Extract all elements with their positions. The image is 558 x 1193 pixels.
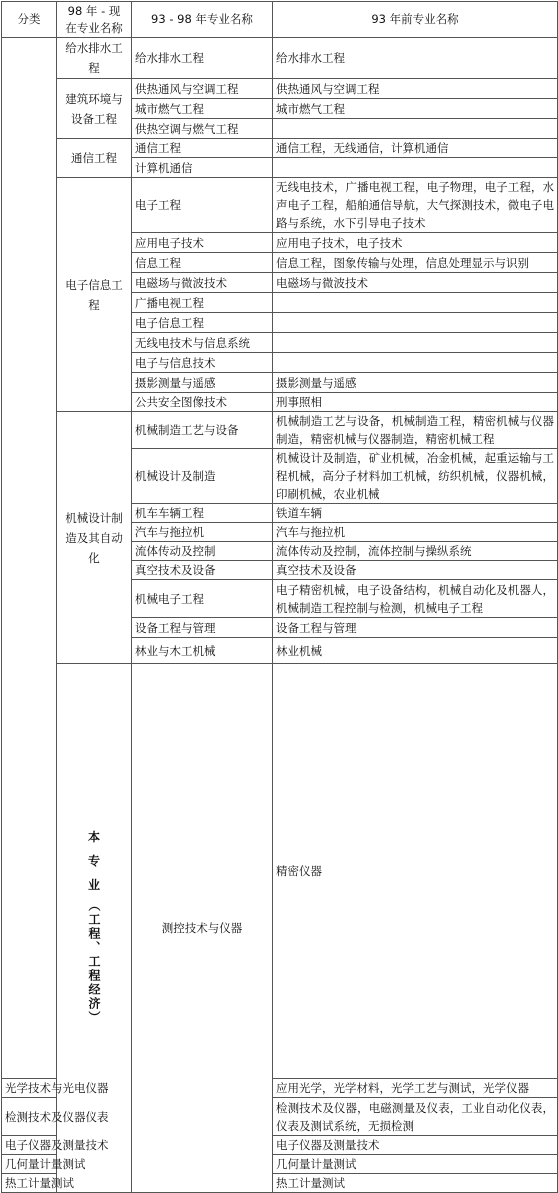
name-93-98: 几何量计量测试 <box>2 1155 57 1174</box>
name-93-98: 给水排水工程 <box>132 38 273 79</box>
name-93-98: 电磁场与微波技术 <box>132 273 273 293</box>
name-pre93: 无线电技术，广播电视工程，电子物理，电子工程，水声电子工程，船舶通信导航，大气探测技术，微电子电路与系统，水下引导电子技术 <box>273 178 558 233</box>
name-pre93: 铁道车辆 <box>273 504 558 523</box>
name-93-98: 机械设计及制造 <box>132 449 273 504</box>
group-label: 电子信息工程 <box>57 178 132 412</box>
header-row <box>2 2 558 38</box>
name-pre93: 通信工程，无线通信，计算机通信 <box>273 139 558 158</box>
name-pre93: 给水排水工程 <box>273 38 558 79</box>
name-pre93: 林业机械 <box>273 638 558 664</box>
group-label: 给水排水工程 <box>57 38 132 79</box>
header-93-98-name: 93 - 98 年专业名称 <box>132 2 273 38</box>
table-row <box>2 664 558 1079</box>
name-pre93: 供热通风与空调工程 <box>273 79 558 99</box>
table-row <box>2 38 558 79</box>
name-pre93 <box>273 119 558 139</box>
name-93-98: 热工计量测试 <box>2 1174 57 1193</box>
name-93-98: 通信工程 <box>132 139 273 158</box>
name-93-98: 城市燃气工程 <box>132 99 273 119</box>
name-pre93: 机械设计及制造，矿业机械，冶金机械，起重运输与工程机械，高分子材料加工机械，纺织机械，仪器机械，印刷机械，农业机械 <box>273 449 558 504</box>
table-row <box>2 412 558 449</box>
name-93-98: 计算机通信 <box>132 158 273 178</box>
header-current-line2: 在专业名称 <box>65 20 123 35</box>
table-row <box>2 1155 558 1174</box>
name-93-98: 无线电技术与信息系统 <box>132 333 273 353</box>
name-93-98: 广播电视工程 <box>132 293 273 313</box>
name-pre93: 真空技术及设备 <box>273 561 558 580</box>
group-label: 机械设计制造及其自动化 <box>57 412 132 664</box>
name-pre93: 检测技术及仪器，电磁测量及仪表，工业自动化仪表，仪表及测试系统，无损检测 <box>273 1098 558 1136</box>
table-row <box>2 1136 558 1155</box>
name-pre93: 摄影测量与遥感 <box>273 373 558 393</box>
header-category: 分类 <box>2 2 57 38</box>
header-current-name <box>57 2 132 38</box>
name-93-98: 电子工程 <box>132 178 273 233</box>
group-label: 通信工程 <box>57 139 132 178</box>
name-93-98: 汽车与拖拉机 <box>132 523 273 542</box>
name-pre93 <box>273 333 558 353</box>
group-label: 建筑环境与设备工程 <box>57 79 132 139</box>
name-93-98: 供热通风与空调工程 <box>132 79 273 99</box>
name-93-98: 光学技术与光电仪器 <box>2 1079 57 1098</box>
name-93-98: 供热空调与燃气工程 <box>132 119 273 139</box>
name-93-98: 信息工程 <box>132 253 273 273</box>
name-pre93: 信息工程，图象传输与处理，信息处理显示与识别 <box>273 253 558 273</box>
table-row <box>2 178 558 233</box>
name-93-98: 公共安全图像技术 <box>132 393 273 412</box>
name-93-98: 林业与木工机械 <box>132 638 273 664</box>
group-label: 测控技术与仪器 <box>132 664 273 1193</box>
name-pre93: 汽车与拖拉机 <box>273 523 558 542</box>
name-pre93: 几何量计量测试 <box>273 1155 558 1174</box>
table-row <box>2 79 558 99</box>
name-93-98: 电子信息工程 <box>132 313 273 333</box>
name-pre93: 机械制造工艺与设备，机械制造工程，精密机械与仪器制造，精密机械与仪器制造，精密机械工程 <box>273 412 558 449</box>
category-blank-cell <box>2 38 57 1079</box>
header-current-line1: 98 年 - 现 <box>67 3 121 18</box>
name-93-98: 流体传动及控制 <box>132 542 273 561</box>
name-pre93: 电磁场与微波技术 <box>273 273 558 293</box>
table-row <box>2 139 558 158</box>
name-93-98: 电子与信息技术 <box>132 353 273 373</box>
name-pre93: 电子仪器及测量技术 <box>273 1136 558 1155</box>
table-row <box>2 1079 558 1098</box>
name-93-98: 真空技术及设备 <box>132 561 273 580</box>
name-pre93 <box>273 353 558 373</box>
name-93-98: 应用电子技术 <box>132 233 273 253</box>
name-93-98: 电子仪器及测量技术 <box>2 1136 57 1155</box>
name-93-98: 设备工程与管理 <box>132 618 273 638</box>
name-pre93: 热工计量测试 <box>273 1174 558 1193</box>
name-pre93 <box>273 293 558 313</box>
category-label-side: （工程、工程经济） <box>87 898 101 1025</box>
name-93-98: 摄影测量与遥感 <box>132 373 273 393</box>
name-93-98: 检测技术及仪器仪表 <box>2 1098 57 1136</box>
major-mapping-table <box>1 1 558 1193</box>
name-pre93: 应用电子技术，电子技术 <box>273 233 558 253</box>
name-93-98: 机械制造工艺与设备 <box>132 412 273 449</box>
name-pre93: 电子精密机械，电子设备结构，机械自动化及机器人，机械制造工程控制与检测，机械电子工程 <box>273 580 558 618</box>
name-pre93 <box>273 158 558 178</box>
header-pre93-name: 93 年前专业名称 <box>273 2 558 38</box>
category-label-top: 本 专 业 <box>87 829 100 892</box>
name-93-98: 机车车辆工程 <box>132 504 273 523</box>
name-pre93: 设备工程与管理 <box>273 618 558 638</box>
name-93-98: 精密仪器 <box>273 664 558 1079</box>
name-pre93: 流体传动及控制，流体控制与操纵系统 <box>273 542 558 561</box>
name-pre93 <box>273 313 558 333</box>
name-93-98: 机械电子工程 <box>132 580 273 618</box>
name-pre93: 刑事照相 <box>273 393 558 412</box>
name-pre93: 城市燃气工程 <box>273 99 558 119</box>
name-pre93: 应用光学，光学材料，光学工艺与测试，光学仪器 <box>273 1079 558 1098</box>
